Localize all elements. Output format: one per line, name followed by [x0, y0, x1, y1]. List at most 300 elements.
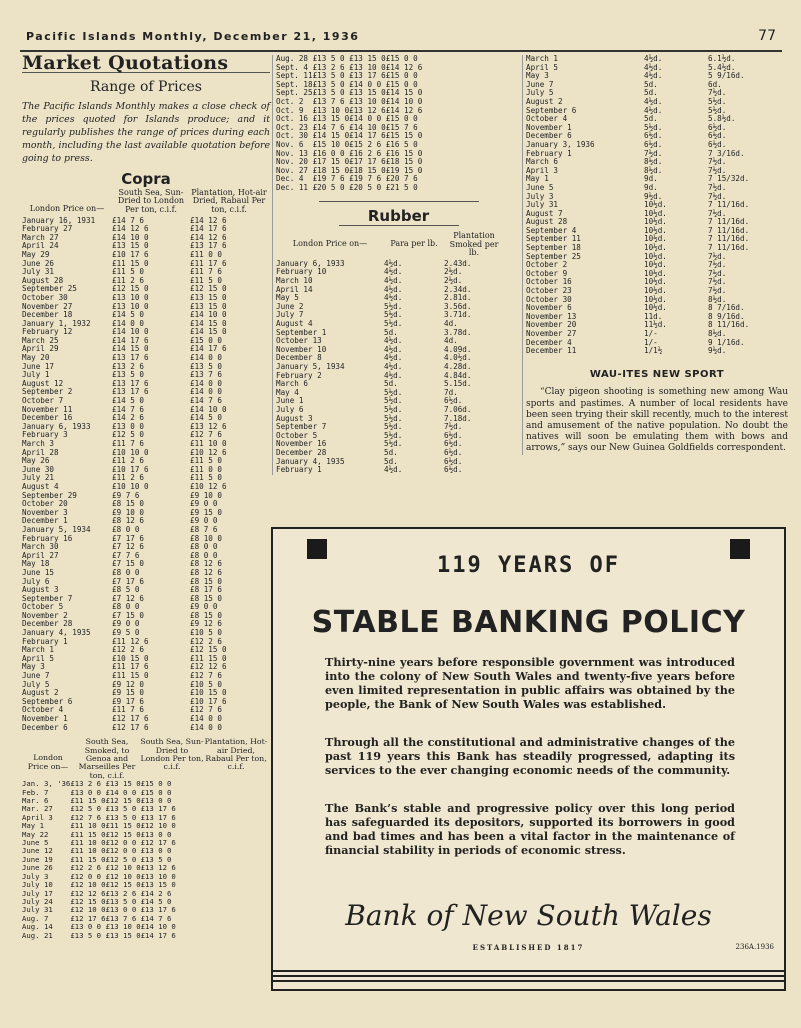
date-cell: Sept. 25: [276, 88, 313, 98]
date-cell: December 1: [22, 516, 68, 526]
copra36-col-date: London Price on—: [27, 753, 69, 771]
date-cell: July 6: [276, 404, 304, 414]
price-cell: 8½d.: [708, 294, 727, 304]
bank-signature-logo: Bank of New South Wales: [345, 899, 712, 932]
ad-headline-years: 119 YEARS OF: [437, 553, 620, 578]
price-cell: 5d.: [384, 379, 398, 389]
price-cell: 4½d.: [384, 353, 403, 363]
price-cell: £12 7 6: [190, 705, 223, 715]
price-cell: 2½d.: [444, 276, 463, 286]
price-cell: 4½d.: [384, 258, 403, 268]
price-cell: 5d.: [644, 114, 658, 124]
date-cell: February 27: [22, 224, 73, 234]
date-cell: November 3: [22, 507, 68, 517]
price-cell: £13 0 0: [140, 796, 172, 806]
date-cell: November 2: [22, 610, 68, 620]
price-cell: £9 0 0: [112, 619, 140, 629]
price-cell: £9 15 0: [112, 688, 145, 698]
price-cell: £14 17 6: [190, 344, 227, 354]
price-cell: 7 3/16d.: [708, 148, 745, 158]
ad-bottom-rules: [273, 967, 784, 985]
price-cell: 10½d.: [644, 243, 667, 253]
date-cell: November 6: [526, 303, 572, 313]
price-cell: £14 5 0: [140, 896, 172, 906]
date-cell: January 16, 1931: [22, 215, 96, 225]
date-cell: April 3: [526, 165, 559, 175]
date-cell: May 18: [22, 559, 50, 569]
price-cell: £14 0 0: [105, 787, 137, 797]
price-cell: £13 5 0: [105, 812, 137, 822]
price-cell: £14 12 6: [385, 62, 423, 72]
copra-row: [22, 552, 268, 561]
date-cell: December 28: [22, 619, 73, 629]
copra-1936-row: [22, 932, 176, 940]
price-cell: 7 11/16d.: [708, 234, 750, 244]
price-cell: £12 0 0: [105, 846, 137, 856]
date-cell: July 31: [526, 200, 559, 210]
price-cell: 9 1/16d.: [708, 337, 745, 347]
price-cell: £9 15 0: [190, 507, 223, 517]
date-cell: Sept. 18: [276, 79, 313, 89]
date-cell: July 24: [22, 896, 53, 906]
price-cell: 7.06d.: [444, 404, 472, 414]
price-cell: 3.71d.: [444, 310, 472, 320]
price-cell: 7½d.: [708, 191, 727, 201]
price-cell: £14 12 6: [385, 105, 423, 115]
price-cell: £12 12 6: [190, 662, 227, 672]
date-cell: September 25: [22, 284, 77, 294]
price-cell: £16 0 0: [312, 148, 345, 158]
price-cell: 9d.: [644, 174, 658, 184]
date-cell: Oct. 23: [276, 122, 309, 132]
story-title: WAU-ITES NEW SPORT: [589, 368, 725, 380]
price-cell: 2.34d.: [444, 284, 472, 294]
copra-row: [22, 672, 268, 681]
price-cell: £9 5 0: [112, 628, 140, 638]
date-cell: May 3: [526, 71, 549, 81]
price-cell: £10 12 6: [190, 447, 227, 457]
rubber-table-header: [276, 232, 521, 260]
copra-1936-table-header: [22, 738, 270, 780]
price-cell: £13 10 0: [140, 871, 176, 881]
price-cell: 10½d.: [644, 277, 667, 287]
price-cell: 6½d.: [444, 439, 463, 449]
date-cell: April 24: [22, 241, 59, 251]
price-cell: 6½d.: [444, 465, 463, 475]
price-cell: £10 10 0: [112, 447, 149, 457]
price-cell: £12 10 0: [70, 905, 106, 915]
date-cell: May 29: [22, 249, 50, 259]
price-cell: 4.28d.: [444, 362, 472, 371]
price-cell: 3.78d.: [444, 327, 472, 337]
price-cell: £14 10 0: [385, 96, 423, 106]
price-cell: £8 12 6: [112, 516, 145, 526]
price-cell: 9½d.: [708, 346, 727, 356]
price-cell: £12 5 0: [112, 430, 145, 440]
price-cell: £7 17 6: [112, 533, 145, 543]
price-cell: £15 10 0: [312, 139, 350, 149]
price-cell: 2.43d.: [444, 258, 472, 268]
price-cell: £14 7 6: [112, 215, 145, 225]
price-cell: £13 17 6: [140, 804, 176, 814]
price-cell: £10 5 0: [190, 679, 223, 689]
date-cell: June 26: [22, 863, 53, 873]
date-cell: April 27: [22, 550, 59, 560]
price-cell: £13 17 6: [112, 387, 149, 397]
price-cell: £12 10 0: [105, 871, 141, 881]
date-cell: July 31: [22, 267, 55, 277]
date-cell: February 1: [22, 636, 68, 646]
price-cell: 6½d.: [444, 447, 463, 457]
price-cell: £13 17 6: [190, 241, 227, 251]
price-cell: £13 15 0: [349, 54, 386, 63]
price-cell: £13 5 0: [105, 804, 137, 814]
price-cell: £19 7 6: [349, 174, 382, 184]
copra-row: [22, 543, 268, 552]
date-cell: July 5: [526, 88, 554, 98]
date-cell: Oct. 2: [276, 96, 304, 106]
price-cell: 5½d.: [384, 396, 403, 406]
copra-table: [22, 217, 268, 733]
price-cell: £13 10 0: [312, 105, 350, 115]
price-cell: £13 2 6: [70, 779, 102, 789]
price-cell: £14 5 0: [190, 413, 223, 423]
price-cell: £14 0 0: [349, 79, 382, 89]
date-cell: June 5: [526, 182, 554, 192]
price-cell: £12 15 0: [190, 645, 227, 655]
price-cell: 7½d.: [644, 148, 663, 158]
price-cell: 7d.: [444, 387, 458, 397]
date-cell: November 11: [22, 404, 73, 414]
price-cell: £11 2 6: [112, 473, 145, 483]
rubber-col-date: London Price on—: [292, 239, 368, 249]
price-cell: £12 12 6: [70, 888, 106, 898]
price-cell: 11d.: [644, 311, 663, 321]
price-cell: £12 15 0: [190, 284, 227, 294]
price-cell: £16 5 0: [385, 139, 418, 149]
price-cell: £13 0 0: [70, 787, 102, 797]
rubber-row: [526, 347, 772, 356]
price-cell: £11 5 0: [112, 267, 145, 277]
price-cell: £11 10 0: [70, 821, 106, 831]
price-cell: £8 0 0: [112, 567, 140, 577]
price-cell: £12 0 0: [105, 838, 137, 848]
price-cell: £12 17 6: [112, 714, 149, 723]
price-cell: £15 15 0: [385, 131, 423, 141]
price-cell: 5 9/16d.: [708, 71, 745, 81]
date-cell: August 12: [22, 378, 64, 388]
price-cell: £8 0 0: [190, 550, 218, 560]
price-cell: £13 12 6: [349, 105, 386, 115]
date-cell: September 29: [22, 490, 77, 500]
date-cell: November 20: [526, 320, 577, 330]
date-cell: October 4: [22, 705, 64, 715]
price-cell: £14 17 6: [190, 224, 227, 234]
price-cell: 7 11/16d.: [708, 225, 750, 235]
copra-row: [22, 560, 268, 569]
price-cell: 10½d.: [644, 234, 667, 244]
date-cell: Dec. 4: [276, 174, 304, 184]
date-cell: July 31: [22, 905, 53, 915]
date-cell: June 17: [22, 361, 55, 371]
price-cell: 4½d.: [644, 62, 663, 72]
price-cell: £20 5 0: [349, 182, 382, 192]
price-cell: 7 11/16d.: [708, 217, 750, 227]
price-cell: 4½d.: [384, 293, 403, 303]
price-cell: £14 2 6: [140, 888, 172, 898]
price-cell: 7½d.: [708, 88, 727, 98]
price-cell: £15 0 0: [385, 71, 418, 81]
price-cell: £13 15 0: [312, 114, 350, 124]
date-cell: April 5: [22, 653, 55, 663]
date-cell: October 30: [22, 292, 68, 302]
price-cell: £8 15 0: [190, 576, 223, 586]
price-cell: 7½d.: [708, 251, 727, 261]
price-cell: 5d.: [384, 456, 398, 466]
price-cell: £13 0 0: [105, 905, 137, 915]
date-cell: November 1: [22, 714, 68, 723]
price-cell: 5d.: [384, 447, 398, 457]
copra-1936-table: [22, 780, 176, 940]
price-cell: £12 7 6: [190, 671, 223, 681]
price-cell: 5½d.: [384, 439, 403, 449]
date-cell: April 28: [22, 447, 59, 457]
date-cell: November 1: [526, 122, 572, 132]
price-cell: 8½d.: [644, 165, 663, 175]
price-cell: £13 10 0: [349, 62, 386, 72]
price-cell: 4d.: [444, 336, 458, 346]
price-cell: £13 2 6: [312, 62, 345, 72]
price-cell: 5½d.: [384, 404, 403, 414]
date-cell: August 3: [276, 413, 313, 423]
price-cell: 6.1½d.: [708, 54, 736, 63]
date-cell: December 4: [526, 337, 572, 347]
price-cell: £11 10 0: [190, 439, 227, 448]
price-cell: £9 12 0: [112, 679, 145, 689]
date-cell: September 4: [526, 225, 577, 235]
price-cell: 7½d.: [708, 286, 727, 296]
ad-code: 236A.1936: [735, 943, 774, 951]
price-cell: £14 17 6: [349, 131, 386, 141]
price-cell: £11 10 0: [70, 838, 106, 848]
price-cell: 4.09d.: [444, 344, 472, 354]
price-cell: £13 7 6: [312, 96, 345, 106]
date-cell: February 12: [22, 327, 73, 337]
date-cell: May 4: [276, 387, 299, 397]
story-body: “Clay pigeon shooting is something new among Wau sports and pastimes. A number of local residents have been seen trying their skill recently, much to the interest and amusement of the native population. No doubt the natives will soon be emulating them with bows and arrows,” says our New Guinea Goldfields correspondent.: [526, 387, 788, 454]
price-cell: £9 10 0: [190, 490, 223, 500]
date-cell: December 18: [22, 310, 73, 320]
column-right: [522, 55, 788, 455]
price-cell: £15 0 0: [385, 54, 418, 63]
price-cell: 4½d.: [384, 336, 403, 346]
date-cell: April 29: [22, 344, 59, 354]
copra-row: [22, 724, 268, 733]
price-cell: £10 17 6: [112, 464, 149, 474]
price-cell: £11 15 0: [70, 829, 106, 839]
date-cell: October 5: [276, 430, 318, 440]
price-cell: 1/1½: [644, 346, 663, 356]
price-cell: 3.56d.: [444, 301, 472, 311]
price-cell: £12 2 6: [190, 636, 223, 646]
price-cell: £11 5 0: [190, 275, 223, 285]
price-cell: £14 10 0: [112, 232, 149, 242]
price-cell: 7½d.: [708, 157, 727, 167]
price-cell: £14 12 6: [112, 224, 149, 234]
price-cell: 7½d.: [708, 260, 727, 270]
copra-row: [22, 681, 268, 690]
price-cell: £11 17 6: [112, 662, 149, 672]
rubber-heading: Rubber: [367, 206, 430, 225]
date-cell: June 1: [276, 396, 304, 406]
date-cell: March 25: [22, 335, 59, 345]
date-cell: January 3, 1936: [526, 139, 595, 149]
price-cell: 7½d.: [444, 422, 463, 432]
price-cell: 4d.: [444, 319, 458, 329]
ad-paragraph-1: Thirty-nine years before responsible government was introduced into the colony of New South Wales and twenty-five years before even limited representation in public affairs was obtained by the people, the Bank of New South Wales was established.: [325, 655, 735, 711]
copra-col-plantation: Plantation, Hot-air Dried, Rabaul Per ton, c.i.f.: [191, 187, 267, 214]
column-left: [22, 52, 270, 940]
price-cell: £12 17 6: [70, 913, 106, 923]
price-cell: 2½d.: [444, 267, 463, 277]
price-cell: 7½d.: [708, 277, 727, 287]
price-cell: 5½d.: [384, 387, 403, 397]
price-cell: £8 15 0: [190, 610, 223, 620]
date-cell: March 27: [22, 232, 59, 242]
price-cell: 4½d.: [644, 96, 663, 106]
price-cell: 5d.: [384, 327, 398, 337]
date-cell: Aug. 14: [22, 922, 53, 932]
price-cell: £14 7 6: [140, 913, 172, 923]
price-cell: 6½d.: [444, 430, 463, 440]
price-cell: 7½d.: [708, 208, 727, 218]
divider: [319, 201, 479, 202]
date-cell: January 4, 1935: [276, 456, 345, 466]
date-cell: September 2: [22, 387, 73, 397]
price-cell: 4½d.: [384, 362, 403, 371]
date-cell: Aug. 21: [22, 930, 53, 940]
established-line: ESTABLISHED 1817: [472, 943, 585, 952]
price-cell: £16 15 0: [385, 148, 423, 158]
price-cell: £14 17 6: [140, 930, 176, 940]
price-cell: 6½d.: [644, 139, 663, 149]
copra-1936-row: [276, 184, 422, 193]
price-cell: 4½d.: [644, 105, 663, 115]
price-cell: £8 15 0: [112, 499, 145, 509]
price-cell: £12 10 0: [105, 863, 141, 873]
price-cell: 5.8½d.: [708, 114, 736, 124]
date-cell: Oct. 16: [276, 114, 309, 124]
price-cell: £14 10 0: [190, 310, 227, 320]
price-cell: £12 10 0: [70, 880, 106, 890]
price-cell: £12 15 0: [112, 284, 149, 294]
price-cell: £14 12 6: [190, 232, 227, 242]
date-cell: November 16: [276, 439, 327, 449]
ad-headline-policy: STABLE BANKING POLICY: [311, 605, 746, 640]
price-cell: £7 7 6: [112, 550, 140, 560]
date-cell: February 16: [22, 533, 73, 543]
copra-table-header: [22, 189, 270, 217]
date-cell: September 7: [22, 593, 73, 603]
date-cell: October 16: [526, 277, 572, 287]
price-cell: £14 0 0: [112, 318, 145, 328]
price-cell: 6d.: [708, 79, 722, 89]
date-cell: Feb. 7: [22, 787, 49, 797]
price-cell: £13 0 0: [112, 421, 145, 431]
date-cell: May 3: [22, 662, 45, 672]
price-cell: £19 7 6: [312, 174, 345, 184]
price-cell: 5½d.: [384, 301, 403, 311]
price-cell: £12 15 0: [105, 880, 141, 890]
price-cell: £13 17 6: [140, 812, 176, 822]
price-cell: £8 10 0: [190, 533, 223, 543]
price-cell: £14 0 0: [190, 387, 223, 397]
copra-col-date: London Price on—: [29, 203, 105, 213]
price-cell: £13 12 6: [190, 421, 227, 431]
copra-row: [22, 449, 268, 458]
price-cell: £10 15 0: [190, 688, 227, 698]
publication-title: Pacific Islands Monthly, December 21, 1936: [26, 30, 360, 43]
date-cell: Aug. 28: [276, 54, 309, 63]
date-cell: September 25: [526, 251, 581, 261]
date-cell: September 11: [526, 234, 581, 244]
price-cell: £10 10 0: [112, 481, 149, 491]
price-cell: £11 7 6: [112, 439, 145, 448]
price-cell: £14 15 0: [112, 344, 149, 354]
price-cell: £14 0 0: [349, 114, 382, 124]
date-cell: September 18: [526, 243, 581, 253]
date-cell: March 6: [526, 157, 559, 167]
price-cell: £13 10 0: [105, 922, 141, 932]
price-cell: £7 15 0: [112, 559, 145, 569]
copra36-col-sundried: South Sea, Sun-Dried to London Per ton, c.i.f.: [140, 737, 204, 772]
price-cell: £14 10 0: [190, 404, 227, 414]
price-cell: £13 15 0: [349, 88, 386, 98]
price-cell: 6½d.: [444, 396, 463, 406]
price-cell: £21 5 0: [385, 182, 418, 192]
copra-row: [22, 354, 268, 363]
price-cell: 10½d.: [644, 294, 667, 304]
price-cell: £13 2 6: [105, 888, 137, 898]
price-cell: £12 5 0: [70, 804, 102, 814]
date-cell: July 5: [22, 679, 50, 689]
price-cell: 9½d.: [644, 191, 663, 201]
date-cell: June 7: [526, 79, 554, 89]
date-cell: July 1: [22, 370, 50, 380]
price-cell: £8 0 0: [112, 602, 140, 612]
price-cell: £20 7 6: [385, 174, 418, 184]
price-cell: 6½d.: [708, 122, 727, 132]
price-cell: £14 10 0: [349, 122, 386, 132]
date-cell: December 11: [526, 346, 577, 356]
date-cell: April 3: [22, 812, 53, 822]
date-cell: October 5: [22, 602, 64, 612]
price-cell: £13 10 0: [112, 292, 149, 302]
date-cell: December 8: [276, 353, 322, 363]
date-cell: February 2: [276, 370, 322, 380]
rubber-col-plantation: Plantation Smoked per lb.: [449, 231, 499, 258]
date-cell: June 26: [22, 258, 55, 268]
price-cell: £13 5 0: [312, 54, 345, 63]
price-cell: 2.81d.: [444, 293, 472, 303]
date-cell: March 6: [276, 379, 309, 389]
price-cell: £8 7 6: [190, 524, 218, 534]
date-cell: February 3: [22, 430, 68, 440]
divider: [339, 225, 459, 226]
date-cell: August 2: [22, 688, 59, 698]
price-cell: £14 5 0: [112, 396, 145, 406]
date-cell: December 28: [276, 447, 327, 457]
